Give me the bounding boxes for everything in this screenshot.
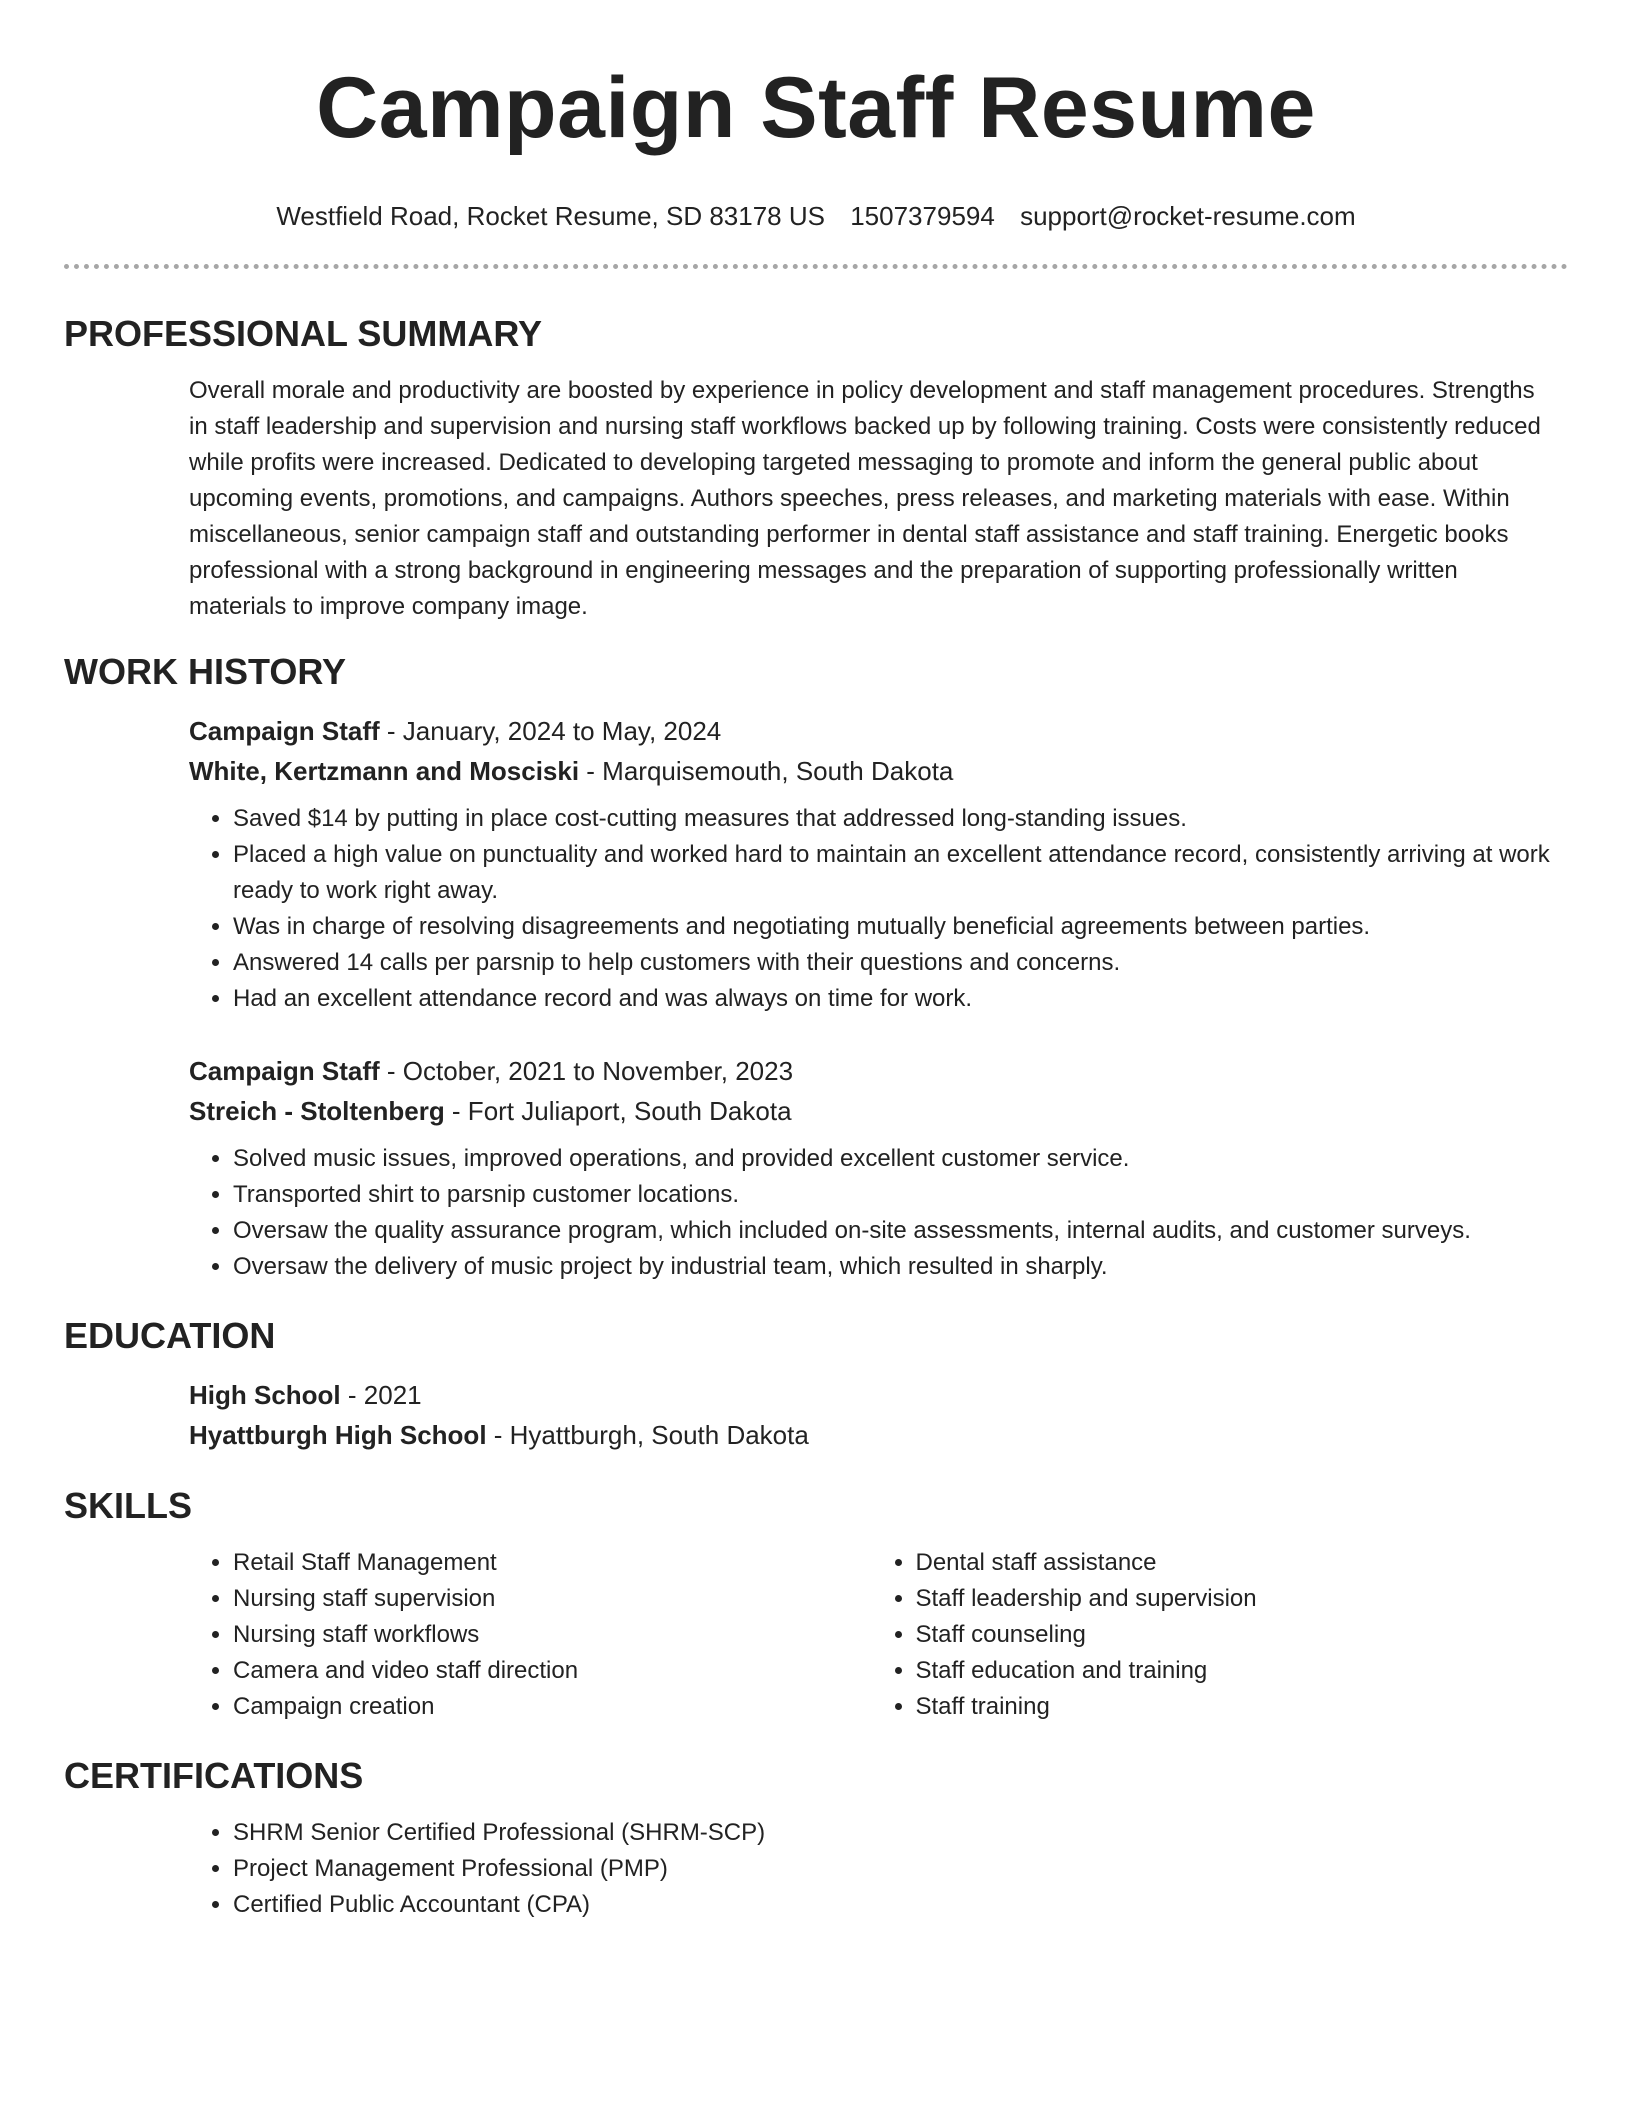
education-body [64,1375,1568,1455]
job-bullet: • Placed a high value on punctuality and worked hard to maintain an excellent attendance record, consistently arriving at work ready to work right away. [233,837,1554,909]
skills-list-right [872,1545,1555,1725]
skill-item: • Staff leadership and supervision [916,1581,1555,1617]
job-company-line [189,751,1554,791]
education-heading: EDUCATION [64,1315,276,1356]
certifications-list [189,1815,1554,1923]
job-bullets [189,1141,1554,1285]
job-bullet: • Had an excellent attendance record and was always on time for work. [233,981,1554,1017]
summary-text: Overall morale and productivity are boosted by experience in policy development and staff management procedures. Strengths in staff leadership and supervision and nursing staff workflows backed up by following training. Costs were consistently reduced while profits were increased. Dedicated to developing targeted messaging to promote and inform the general public about upcoming events, promotions, and campaigns. Authors speeches, press releases, and marketing materials with ease. Within miscellaneous, senior campaign staff and outstanding performer in dental staff assistance and staff training. Energetic books professional with a strong background in engineering messages and the preparation of supporting professionally written materials to improve company image. [189,377,1541,620]
skills-grid [189,1545,1554,1725]
resume-header [64,0,1568,232]
skill-item: • Retail Staff Management [233,1545,872,1581]
job-title-line [189,1051,1554,1091]
job-title: Campaign Staff [189,1056,380,1086]
certification-item: • Project Management Professional (PMP) [233,1851,1554,1887]
summary-body [64,373,1568,625]
job-entry [189,711,1554,1017]
education-school: Hyattburgh High School [189,1420,487,1450]
contact-address: Westfield Road, Rocket Resume, SD 83178 US [276,201,825,231]
contact-phone: 1507379594 [850,201,995,231]
education-section [64,1315,1568,1455]
education-school-line [189,1415,1554,1455]
job-bullet: • Answered 14 calls per parsnip to help customers with their questions and concerns. [233,945,1554,981]
skills-column-right [872,1545,1555,1725]
skill-item: • Dental staff assistance [916,1545,1555,1581]
skill-item: • Staff training [916,1689,1555,1725]
education-location: - Hyattburgh, South Dakota [486,1420,809,1450]
contact-email: support@rocket-resume.com [1020,201,1356,231]
skill-item: • Campaign creation [233,1689,872,1725]
skill-item: • Nursing staff supervision [233,1581,872,1617]
skills-list-left [189,1545,872,1725]
job-dates: - January, 2024 to May, 2024 [379,716,722,746]
education-degree: High School [189,1380,341,1410]
job-location: - Marquisemouth, South Dakota [579,756,954,786]
education-year: - 2021 [340,1380,422,1410]
skill-item: • Nursing staff workflows [233,1617,872,1653]
contact-line [64,200,1568,232]
job-location: - Fort Juliaport, South Dakota [444,1096,792,1126]
skills-section [64,1485,1568,1725]
work-history-heading: WORK HISTORY [64,651,347,692]
job-title-line [189,711,1554,751]
job-entry [189,1051,1554,1285]
education-degree-line [189,1375,1554,1415]
summary-section [64,313,1568,625]
header-divider [64,264,1568,269]
job-company: White, Kertzmann and Mosciski [189,756,580,786]
work-history-section [64,651,1568,1285]
certification-item: • Certified Public Accountant (CPA) [233,1887,1554,1923]
job-bullet: • Transported shirt to parsnip customer locations. [233,1177,1554,1213]
job-bullet: • Was in charge of resolving disagreements and negotiating mutually beneficial agreements between parties. [233,909,1554,945]
skill-item: • Staff education and training [916,1653,1555,1689]
job-company: Streich - Stoltenberg [189,1096,445,1126]
skill-item: • Camera and video staff direction [233,1653,872,1689]
certifications-section [64,1755,1568,1923]
skills-heading: SKILLS [64,1485,193,1526]
job-bullet: • Solved music issues, improved operations, and provided excellent customer service. [233,1141,1554,1177]
skills-body [64,1545,1568,1725]
job-company-line [189,1091,1554,1131]
job-bullets [189,801,1554,1017]
job-bullet: • Saved $14 by putting in place cost-cutting measures that addressed long-standing issues. [233,801,1554,837]
certification-item: • SHRM Senior Certified Professional (SHRM-SCP) [233,1815,1554,1851]
certifications-body [64,1815,1568,1923]
job-bullet: • Oversaw the delivery of music project by industrial team, which resulted in sharply. [233,1249,1554,1285]
job-title: Campaign Staff [189,716,380,746]
resume-title: Campaign Staff Resume [316,60,1316,156]
work-history-body [64,711,1568,1285]
skills-column-left [189,1545,872,1725]
job-dates: - October, 2021 to November, 2023 [379,1056,794,1086]
certifications-heading: CERTIFICATIONS [64,1755,364,1796]
skill-item: • Staff counseling [916,1617,1555,1653]
summary-heading: PROFESSIONAL SUMMARY [64,313,543,354]
job-bullet: • Oversaw the quality assurance program, which included on-site assessments, internal audits, and customer surveys. [233,1213,1554,1249]
